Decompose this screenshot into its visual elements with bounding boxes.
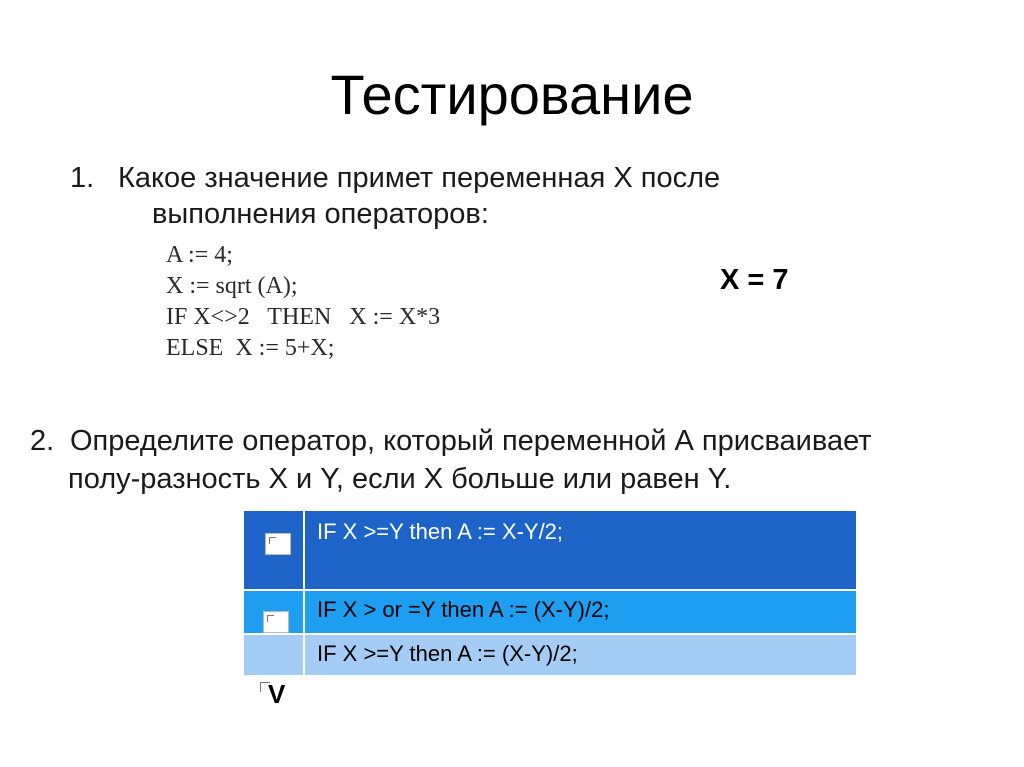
checkbox-icon[interactable] bbox=[265, 533, 291, 555]
answer-option-1-text: IF X >=Y then A := X-Y/2; bbox=[303, 511, 856, 589]
question-2-text-line1: Определите оператор, который переменной А присваивает bbox=[70, 425, 872, 457]
answer-option-3-text: IF X >=Y then A := (X-Y)/2; bbox=[303, 635, 856, 675]
question-2-text-line2: полу-разность X и Y, если X больше или равен Y. bbox=[68, 463, 732, 495]
answer-options bbox=[244, 511, 856, 675]
answer-option-1[interactable] bbox=[244, 511, 856, 589]
question-1-text-line1: Какое значение примет переменная X после bbox=[118, 162, 721, 194]
question-2 bbox=[30, 422, 872, 498]
checkbox-icon[interactable] bbox=[263, 611, 289, 633]
code-line: ELSE X := 5+X; bbox=[166, 335, 335, 361]
answer-1: X = 7 bbox=[720, 264, 789, 296]
question-1-number: 1. bbox=[70, 162, 95, 194]
question-1-text-line2: выполнения операторов: bbox=[152, 198, 489, 230]
answer-option-2[interactable] bbox=[244, 589, 856, 633]
answer-option-3-checkbox[interactable] bbox=[260, 679, 290, 709]
code-line: X := sqrt (A); bbox=[166, 273, 298, 299]
answer-option-2-text: IF X > or =Y then A := (X-Y)/2; bbox=[303, 591, 856, 633]
code-line: A := 4; bbox=[166, 242, 233, 268]
answer-option-3[interactable] bbox=[244, 633, 856, 675]
code-block bbox=[166, 240, 440, 364]
code-line: IF X<>2 THEN X := X*3 bbox=[166, 304, 441, 330]
checkmark-v: V bbox=[268, 679, 286, 709]
question-2-number: 2. bbox=[30, 425, 55, 457]
question-1 bbox=[70, 160, 720, 232]
page-title: Тестирование bbox=[330, 63, 694, 126]
